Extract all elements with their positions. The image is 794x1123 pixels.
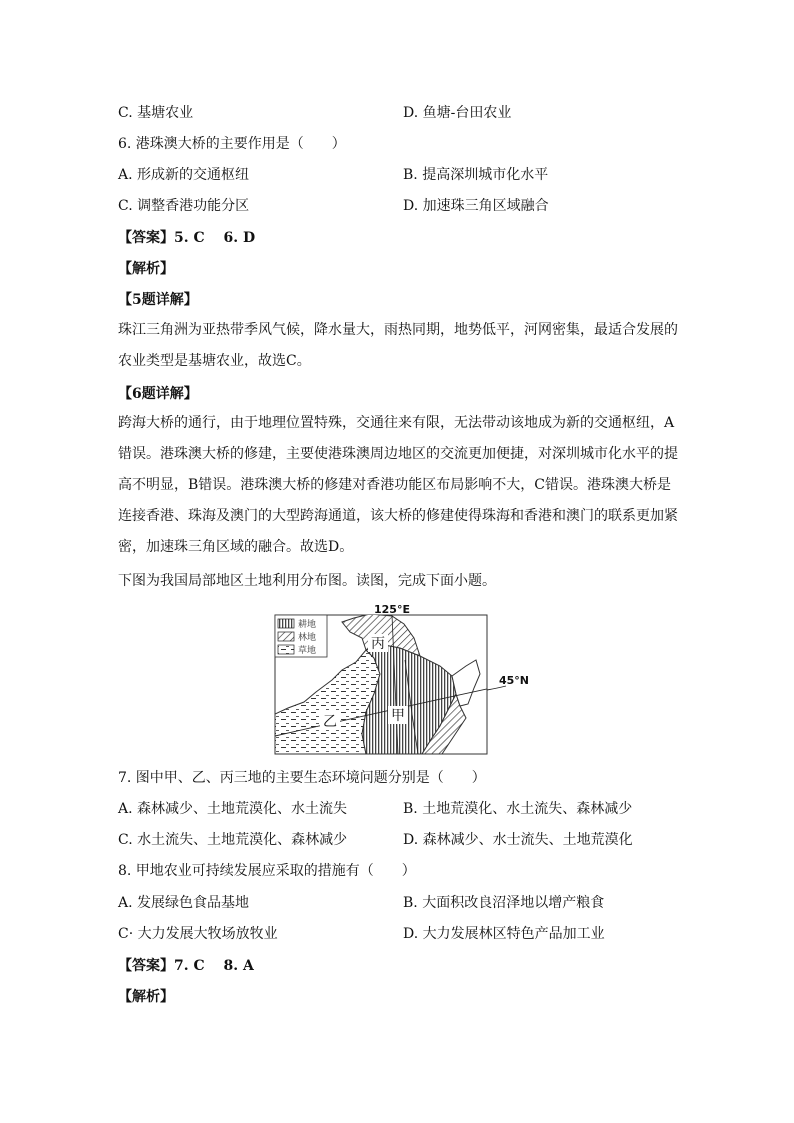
q8-option-b: B. 大面积改良沼泽地以增产粮食 xyxy=(403,895,605,911)
detail-6-line: 错误。港珠澳大桥的修建，主要使港珠澳周边地区的交流更加便捷，对深圳城市化水平的提 xyxy=(118,446,678,462)
q7-option-a: A. 森林减少、土地荒漠化、水土流失 xyxy=(118,801,348,817)
latitude-label: 45°N xyxy=(499,674,530,687)
detail-6-text xyxy=(118,408,678,563)
detail-6-heading: 【6题详解】 xyxy=(118,386,198,402)
analysis-heading-2: 【解析】 xyxy=(118,989,174,1005)
q6-stem: 6. 港珠澳大桥的主要作用是（ ） xyxy=(118,136,346,152)
q7-stem: 7. 图中甲、乙、丙三地的主要生态环境问题分别是（ ） xyxy=(118,770,486,786)
q6-option-d: D. 加速珠三角区域融合 xyxy=(403,198,549,214)
legend-label-cropland: 耕地 xyxy=(298,620,317,630)
q6-option-a: A. 形成新的交通枢纽 xyxy=(118,167,250,183)
detail-5-line: 珠江三角洲为亚热带季风气候，降水量大，雨热同期，地势低平，河网密集，最适合发展的 xyxy=(118,322,678,338)
q8-option-c: C· 大力发展大牧场放牧业 xyxy=(118,926,278,942)
q8-option-a: A. 发展绿色食品基地 xyxy=(118,895,250,911)
map-intro: 下图为我国局部地区土地利用分布图。读图，完成下面小题。 xyxy=(118,573,496,589)
answer-7-8: 【答案】7. C 8. A xyxy=(118,958,254,974)
detail-5-line: 农业类型是基塘农业，故选C。 xyxy=(118,353,311,369)
q6-option-c: C. 调整香港功能分区 xyxy=(118,198,250,214)
detail-6-line: 跨海大桥的通行，由于地理位置特殊，交通往来有限，无法带动该地成为新的交通枢纽，A xyxy=(118,415,675,431)
q5-option-d: D. 鱼塘-台田农业 xyxy=(403,105,512,121)
q8-stem: 8. 甲地农业可持续发展应采取的措施有（ ） xyxy=(118,863,416,879)
q5-option-c: C. 基塘农业 xyxy=(118,105,194,121)
detail-5-text xyxy=(118,315,678,377)
legend-swatch-grassland xyxy=(278,645,294,654)
legend-swatch-cropland xyxy=(278,619,294,628)
land-use-map xyxy=(270,604,532,756)
q7-option-b: B. 土地荒漠化、水土流失、森林减少 xyxy=(403,801,633,817)
q6-option-b: B. 提高深圳城市化水平 xyxy=(403,167,549,183)
region-label-jia: 甲 xyxy=(391,708,405,724)
answer-5-6: 【答案】5. C 6. D xyxy=(118,230,256,246)
q8-option-d: D. 大力发展林区特色产品加工业 xyxy=(403,926,605,942)
q7-option-d: D. 森林减少、水士流失、土地荒漠化 xyxy=(403,832,633,848)
detail-5-heading: 【5题详解】 xyxy=(118,292,198,308)
detail-6-line: 高不明显，B错误。港珠澳大桥的修建对香港功能区布局影响不大，C错误。港珠澳大桥是 xyxy=(118,477,671,493)
analysis-heading-1: 【解析】 xyxy=(118,261,174,277)
legend-label-forest: 林地 xyxy=(298,633,317,643)
legend-label-grassland: 草地 xyxy=(298,646,317,656)
region-label-yi: 乙 xyxy=(323,714,337,730)
detail-6-line: 密，加速珠三角区域的融合。故选D。 xyxy=(118,539,354,555)
detail-6-line: 连接香港、珠海及澳门的大型跨海通道，该大桥的修建使得珠海和香港和澳门的联系更加紧 xyxy=(118,508,678,524)
region-label-bing: 丙 xyxy=(371,636,385,652)
q7-option-c: C. 水土流失、土地荒漠化、森林减少 xyxy=(118,832,348,848)
longitude-label: 125°E xyxy=(374,604,410,616)
legend-swatch-forest xyxy=(278,632,294,641)
